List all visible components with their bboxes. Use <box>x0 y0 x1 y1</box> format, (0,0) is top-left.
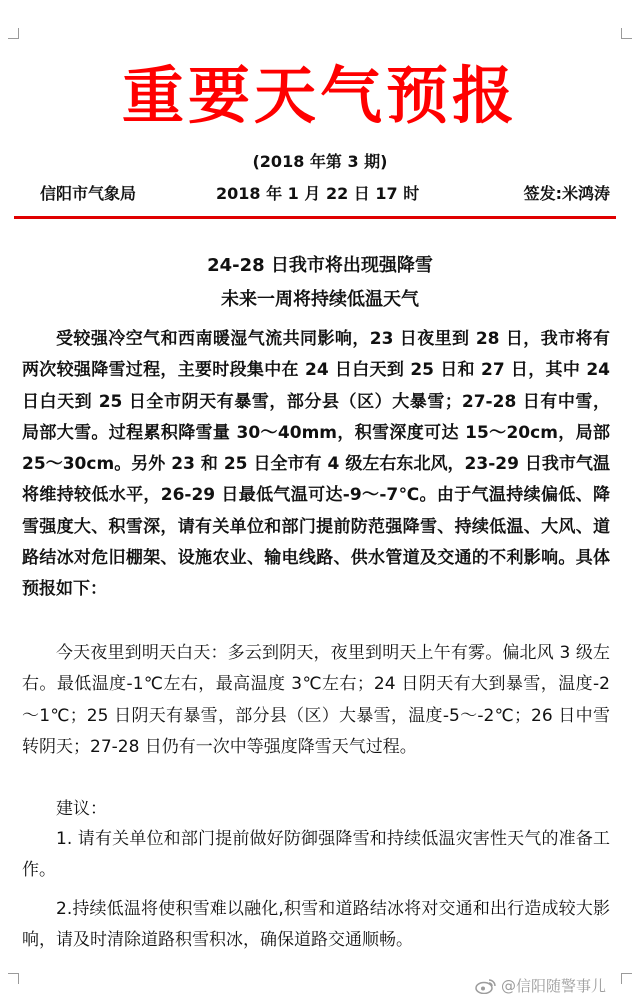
advice-label: 建议： <box>56 799 107 819</box>
forecast-paragraph: 今天夜里到明天白天：多云到阴天，夜里到明天上午有雾。偏北风 3 级左右。最低温度-1℃左右，最高温度 3℃左右；24 日阴天有大到暴雪，温度-2～1℃；25 日阴天有暴雪，部分县（区）大暴雪，温度-5～-2℃；26 日中雪转阴天；27-28 日仍有一次中等强度降雪天气过程。 <box>22 643 610 757</box>
issuing-bureau: 信阳市气象局 <box>40 184 137 203</box>
weibo-watermark <box>475 976 606 996</box>
issue-date: 2018 年 1 月 22 日 17 时 <box>216 184 420 203</box>
signer: 签发:米鸿涛 <box>523 184 610 203</box>
crop-mark-bottom-right <box>621 973 632 984</box>
headline-secondary: 未来一周将持续低温天气 <box>221 289 419 310</box>
document-title: 重要天气预报 <box>121 59 518 132</box>
crop-mark-top-right <box>621 28 632 39</box>
crop-mark-bottom-left <box>8 973 19 984</box>
advice-item-2: 2.持续低温将使积雪难以融化,积雪和道路结冰将对交通和出行造成较大影响，请及时清除道路积雪积冰，确保道路交通顺畅。 <box>22 899 610 951</box>
main-paragraph: 受较强冷空气和西南暖湿气流共同影响，23 日夜里到 28 日，我市将有两次较强降雪过程，主要时段集中在 24 日白天到 25 日和 27 日，其中 24 日白天到 25 日全市阴天有暴雪，部分县（区）大暴雪；27-28 日有中雪，局部大雪。过程累积降雪量 30～40mm，积雪深度可达 15～20cm，局部 25～30cm。另外 23 和 25 日全市有 4 级左右东北风，23-29 日我市气温将维持较低水平，26-29 日最低气温可达-9～-7℃。由于气温持续偏低、降雪强度大、积雪深，请有关单位和部门提前防范强降雪、持续低温、大风、道路结冰对危旧棚架、设施农业、输电线路、供水管道及交通的不利影响。具体预报如下： <box>22 329 610 600</box>
crop-mark-top-left <box>8 28 19 39</box>
watermark-text: @信阳随警事儿 <box>500 977 606 995</box>
issue-number: (2018 年第 3 期) <box>252 152 388 171</box>
headline-primary: 24-28 日我市将出现强降雪 <box>207 255 433 276</box>
weibo-icon <box>475 978 497 994</box>
red-divider <box>14 216 616 219</box>
advice-item-1: 1. 请有关单位和部门提前做好防御强降雪和持续低温灾害性天气的准备工作。 <box>22 829 610 881</box>
